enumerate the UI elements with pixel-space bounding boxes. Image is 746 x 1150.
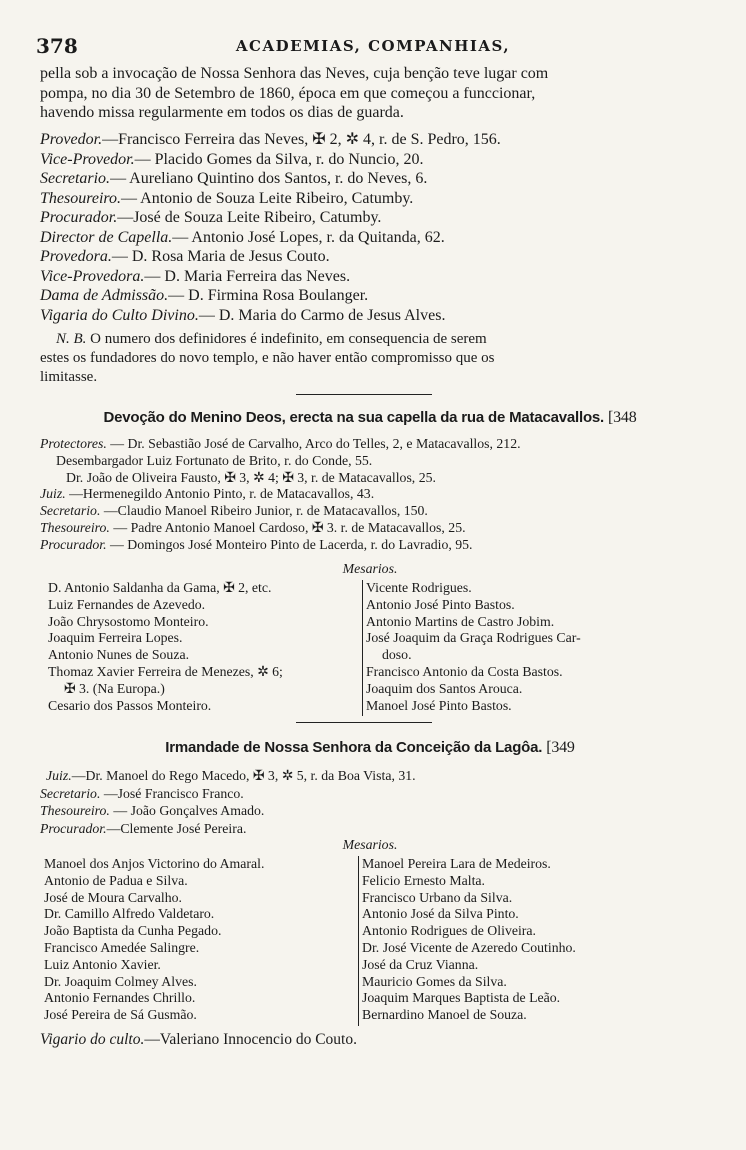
officer-entry: Provedor.—Francisco Ferreira das Neves, ✠ 2, ✲ 4, r. de S. Pedro, 156. [40, 131, 501, 148]
page-header [36, 34, 710, 58]
officer-entry: Juiz. —Hermenegildo Antonio Pinto, r. de Matacavallos, 43. [40, 486, 375, 502]
section-officers-list [40, 130, 680, 325]
mesarios-columns [44, 856, 698, 1028]
section-title: Devoção do Menino Deos, erecta na sua capella da rua de Matacavallos. [348 [103, 409, 637, 426]
mesarios-left-column [44, 856, 356, 1024]
mesarios-heading: Mesarios. [342, 837, 398, 852]
list-item: Dr. Camillo Alfredo Valdetaro. [44, 906, 215, 922]
column-divider [362, 580, 363, 716]
list-item: Antonio de Padua e Silva. [44, 872, 188, 888]
mesarios-left-column [48, 580, 360, 714]
list-item: ✠ 3. (Na Europa.) [64, 680, 165, 696]
section-number: [349 [546, 739, 575, 756]
list-item: doso. [382, 647, 412, 663]
nb-label: N. B. [56, 331, 87, 347]
list-item: Joaquim Marques Baptista de Leão. [362, 990, 561, 1006]
list-item: Manoel dos Anjos Victorino do Amaral. [44, 856, 265, 871]
officer-entry: Juiz.—Dr. Manoel do Rego Macedo, ✠ 3, ✲ 5, r. da Boa Vista, 31. [46, 768, 416, 783]
list-item: Francisco Amedée Salingre. [44, 939, 200, 955]
section-number: [348 [608, 409, 637, 426]
list-item: Antonio Fernandes Chrillo. [44, 990, 196, 1006]
list-item: Antonio José Pinto Bastos. [366, 596, 515, 612]
list-item: Joaquim dos Santos Arouca. [366, 680, 523, 696]
list-item: Dr. Joaquim Colmey Alves. [44, 973, 197, 989]
officer-entry: Vice-Provedora.— D. Maria Ferreira das Neves. [40, 267, 351, 285]
intro-line: pella sob a invocação de Nossa Senhora das Neves, cuja benção teve lugar com [40, 65, 549, 82]
intro-line: havendo missa regularmente em todos os dias de guarda. [40, 104, 404, 121]
list-item: Luiz Fernandes de Azevedo. [48, 596, 206, 612]
officer-entry: Procurador.—Clemente José Pereira. [40, 820, 247, 836]
column-divider [358, 856, 359, 1026]
list-item: Manoel José Pinto Bastos. [366, 697, 512, 713]
nb-line: N. B. O numero dos definidores é indefinito, em consequencia de serem [56, 331, 487, 347]
nb-line: estes os fundadores do novo templo, e não haver então compromisso que os [40, 350, 495, 366]
mesarios-columns [48, 580, 698, 718]
officer-entry: Secretario. —José Francisco Franco. [40, 785, 244, 801]
officer-entry: Desembargador Luiz Fortunato de Brito, r. do Conde, 55. [56, 452, 373, 468]
list-item: José de Moura Carvalho. [44, 889, 182, 905]
list-item: Vicente Rodrigues. [366, 580, 472, 595]
list-item: D. Antonio Saldanha da Gama, ✠ 2, etc. [48, 580, 272, 595]
officer-entry: Protectores. — Dr. Sebastião José de Carvalho, Arco do Telles, 2, e Matacavallos, 212. [40, 436, 521, 451]
nota-bene-paragraph [40, 330, 680, 387]
list-item: Antonio Nunes de Souza. [48, 647, 190, 663]
list-item: Thomaz Xavier Ferreira de Menezes, ✲ 6; [48, 663, 283, 679]
section-divider [296, 722, 432, 723]
officer-entry: Thesoureiro. — João Gonçalves Amado. [40, 803, 265, 818]
nb-line: limitasse. [40, 369, 98, 385]
list-item: Francisco Antonio da Costa Bastos. [366, 663, 563, 679]
footer-officer-entry: Vigario do culto.—Valeriano Innocencio do Couto. [40, 1031, 357, 1048]
list-item: Mauricio Gomes da Silva. [362, 973, 507, 989]
list-item: Antonio José da Silva Pinto. [362, 906, 519, 922]
officer-entry: Vigaria do Culto Divino.— D. Maria do Carmo de Jesus Alves. [40, 306, 446, 324]
officer-entry: Dr. João de Oliveira Fausto, ✠ 3, ✲ 4; ✠ 3, r. de Matacavallos, 25. [66, 469, 436, 485]
list-item: Felicio Ernesto Malta. [362, 872, 485, 888]
officer-entry: Procurador. — Domingos José Monteiro Pinto de Lacerda, r. do Lavradio, 95. [40, 536, 473, 552]
officer-entry: Vice-Provedor.— Placido Gomes da Silva, r. do Nuncio, 20. [40, 150, 424, 168]
list-item: Joaquim Ferreira Lopes. [48, 630, 183, 646]
list-item: João Baptista da Cunha Pegado. [44, 923, 222, 939]
list-item: Dr. José Vicente de Azeredo Coutinho. [362, 939, 576, 955]
list-item: Bernardino Manoel de Souza. [362, 1007, 527, 1023]
list-item: Luiz Antonio Xavier. [44, 956, 161, 972]
section-officers-list [40, 767, 690, 837]
list-item: João Chrysostomo Monteiro. [48, 613, 209, 629]
officer-entry: Procurador.—José de Souza Leite Ribeiro, Catumby. [40, 209, 382, 226]
list-item: José da Cruz Vianna. [362, 956, 479, 972]
officer-entry: Secretario. —Claudio Manoel Ribeiro Junior, r. de Matacavallos, 150. [40, 503, 428, 519]
mesarios-right-column [366, 580, 696, 714]
list-item: Antonio Martins de Castro Jobim. [366, 613, 555, 629]
mesarios-right-column [362, 856, 698, 1024]
officer-entry: Dama de Admissão.— D. Firmina Rosa Boulanger. [40, 287, 369, 304]
list-item: Manoel Pereira Lara de Medeiros. [362, 856, 551, 871]
running-title: ACADEMIAS, COMPANHIAS, [235, 37, 511, 55]
mesarios-heading: Mesarios. [342, 561, 398, 576]
page-number: 378 [36, 34, 78, 58]
section-officers-list [40, 436, 690, 554]
list-item: José Joaquim da Graça Rodrigues Car- [366, 630, 581, 646]
list-item: José Pereira de Sá Gusmão. [44, 1007, 197, 1023]
officer-entry: Secretario.— Aureliano Quintino dos Santos, r. do Neves, 6. [40, 170, 428, 187]
list-item: Cesario dos Passos Monteiro. [48, 697, 212, 713]
section-title: Irmandade de Nossa Senhora da Conceição da Lagôa. [349 [165, 739, 575, 756]
section-divider [296, 394, 432, 395]
section-intro-paragraph [40, 64, 690, 123]
officer-entry: Thesoureiro.— Antonio de Souza Leite Ribeiro, Catumby. [40, 189, 414, 207]
list-item: Francisco Urbano da Silva. [362, 889, 513, 905]
officer-entry: Provedora.— D. Rosa Maria de Jesus Couto. [40, 248, 330, 265]
officer-entry: Thesoureiro. — Padre Antonio Manoel Cardoso, ✠ 3. r. de Matacavallos, 25. [40, 519, 466, 535]
officer-entry: Director de Capella.— Antonio José Lopes, r. da Quitanda, 62. [40, 228, 445, 246]
list-item: Antonio Rodrigues de Oliveira. [362, 923, 536, 939]
intro-line: pompa, no dia 30 de Setembro de 1860, época em que começou a funccionar, [40, 84, 536, 102]
